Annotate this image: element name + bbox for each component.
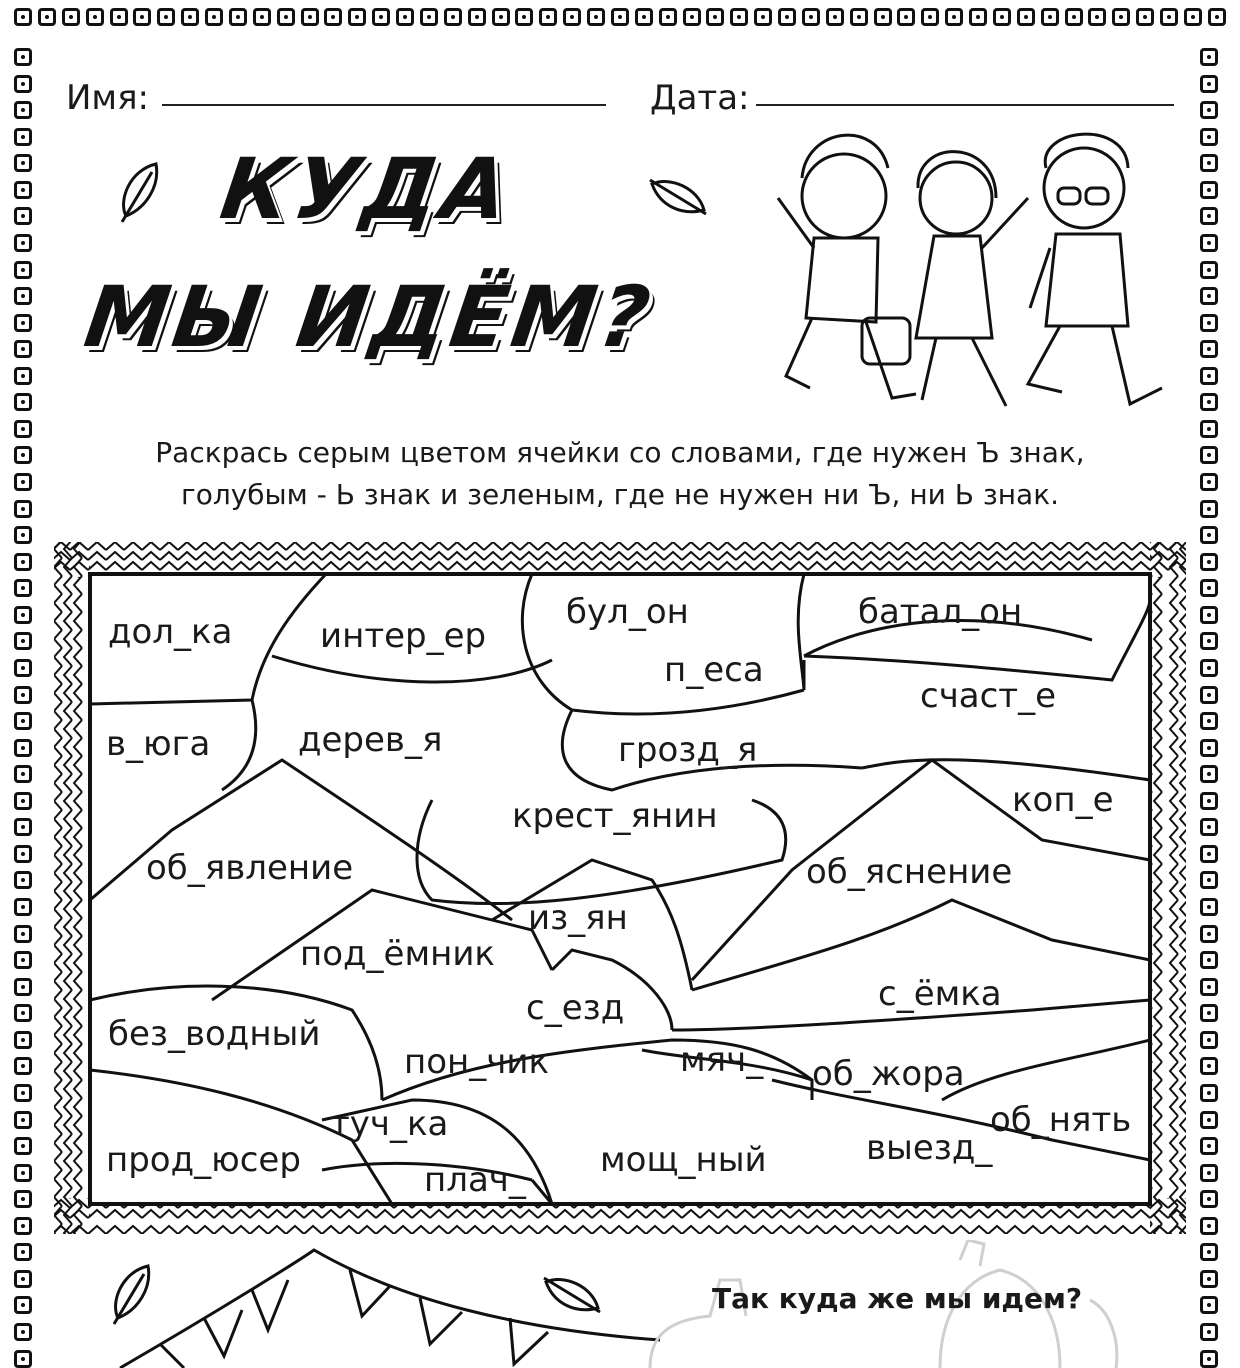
border-square xyxy=(1200,1164,1218,1182)
border-square xyxy=(1200,393,1218,411)
border-square xyxy=(1200,1031,1218,1049)
border-square xyxy=(348,8,366,26)
word-cell[interactable]: туч_ка xyxy=(330,1104,449,1144)
border-square xyxy=(1200,234,1218,252)
border-square xyxy=(1200,659,1218,677)
border-square xyxy=(14,526,32,544)
border-square xyxy=(1200,1217,1218,1235)
word-cell[interactable]: из_ян xyxy=(528,898,628,938)
border-square xyxy=(1200,207,1218,225)
border-square xyxy=(14,606,32,624)
border-square xyxy=(1200,75,1218,93)
word-cell[interactable]: бул_он xyxy=(566,592,689,632)
border-square xyxy=(659,8,677,26)
border-square xyxy=(611,8,629,26)
border-square xyxy=(14,1164,32,1182)
word-cell[interactable]: с_езд xyxy=(526,988,625,1028)
border-square xyxy=(14,1243,32,1261)
word-cell[interactable]: счаст_е xyxy=(920,676,1057,716)
border-square xyxy=(1208,8,1226,26)
border-square xyxy=(754,8,772,26)
top-border xyxy=(14,8,1226,36)
border-square xyxy=(492,8,510,26)
leaf-icon xyxy=(112,160,164,224)
border-square xyxy=(372,8,390,26)
border-square xyxy=(14,340,32,358)
border-square xyxy=(14,287,32,305)
border-square xyxy=(1200,526,1218,544)
border-square xyxy=(14,48,32,66)
leaf-icon xyxy=(540,1274,604,1318)
border-square xyxy=(1200,287,1218,305)
instruction-line-2: голубым - Ь знак и зеленым, где не нужен ни Ъ, ни Ь знак. xyxy=(180,478,1060,511)
border-square xyxy=(14,1031,32,1049)
word-cell[interactable]: интер_ер xyxy=(320,616,487,656)
border-square xyxy=(14,978,32,996)
word-cell[interactable]: об_яснение xyxy=(806,852,1013,892)
border-square xyxy=(1200,340,1218,358)
border-square xyxy=(1200,1350,1218,1368)
border-square xyxy=(14,367,32,385)
border-square xyxy=(14,1137,32,1155)
border-square xyxy=(14,871,32,889)
border-square xyxy=(1136,8,1154,26)
border-square xyxy=(515,8,533,26)
border-square xyxy=(1200,1270,1218,1288)
border-square xyxy=(14,1084,32,1102)
border-square xyxy=(1200,632,1218,650)
border-square xyxy=(1200,1057,1218,1075)
border-square xyxy=(14,207,32,225)
border-square xyxy=(993,8,1011,26)
border-square xyxy=(14,686,32,704)
border-square xyxy=(802,8,820,26)
border-square xyxy=(1200,1137,1218,1155)
border-square xyxy=(706,8,724,26)
border-square xyxy=(1200,181,1218,199)
footer-question: Так куда же мы идем? xyxy=(712,1282,1083,1315)
border-square xyxy=(301,8,319,26)
border-square xyxy=(14,181,32,199)
word-cell[interactable]: п_еса xyxy=(664,650,764,690)
border-square xyxy=(14,75,32,93)
border-square xyxy=(1200,606,1218,624)
border-square xyxy=(14,393,32,411)
border-square xyxy=(14,712,32,730)
border-square xyxy=(133,8,151,26)
border-square xyxy=(1200,792,1218,810)
border-square xyxy=(14,765,32,783)
border-square xyxy=(1200,154,1218,172)
border-square xyxy=(205,8,223,26)
border-square xyxy=(1200,978,1218,996)
border-square xyxy=(14,1323,32,1341)
word-cell[interactable]: об_явление xyxy=(146,848,354,888)
border-square xyxy=(730,8,748,26)
border-square xyxy=(14,101,32,119)
border-square xyxy=(324,8,342,26)
border-square xyxy=(110,8,128,26)
border-square xyxy=(1200,739,1218,757)
border-square xyxy=(1200,367,1218,385)
border-square xyxy=(14,261,32,279)
border-square xyxy=(1200,314,1218,332)
border-square xyxy=(14,1190,32,1208)
border-square xyxy=(1200,951,1218,969)
border-square xyxy=(1017,8,1035,26)
word-cell[interactable]: без_водный xyxy=(108,1014,321,1054)
border-square xyxy=(897,8,915,26)
word-cell[interactable]: дол_ка xyxy=(108,612,233,652)
border-square xyxy=(14,792,32,810)
border-square xyxy=(1041,8,1059,26)
border-square xyxy=(14,1350,32,1368)
border-square xyxy=(14,1111,32,1129)
name-label: Имя: xyxy=(66,78,149,118)
border-square xyxy=(1200,765,1218,783)
word-cell[interactable]: плач_ xyxy=(424,1160,526,1200)
border-square xyxy=(1200,818,1218,836)
border-square xyxy=(539,8,557,26)
border-square xyxy=(1088,8,1106,26)
border-square xyxy=(1200,871,1218,889)
border-square xyxy=(14,154,32,172)
border-square xyxy=(229,8,247,26)
border-square xyxy=(14,739,32,757)
border-square xyxy=(1200,712,1218,730)
border-square xyxy=(14,8,32,26)
border-square xyxy=(1200,898,1218,916)
border-square xyxy=(14,951,32,969)
border-square xyxy=(1200,686,1218,704)
border-square xyxy=(1200,553,1218,571)
word-cell[interactable]: крест_янин xyxy=(512,796,718,836)
border-square xyxy=(86,8,104,26)
border-square xyxy=(14,1270,32,1288)
border-square xyxy=(1200,128,1218,146)
border-square xyxy=(14,632,32,650)
border-square xyxy=(253,8,271,26)
border-square xyxy=(14,234,32,252)
border-square xyxy=(1200,925,1218,943)
border-square xyxy=(778,8,796,26)
kids-illustration xyxy=(766,108,1176,418)
border-square xyxy=(14,898,32,916)
border-square xyxy=(969,8,987,26)
word-cell[interactable]: батал_он xyxy=(858,592,1023,632)
border-square xyxy=(181,8,199,26)
border-square xyxy=(14,818,32,836)
border-square xyxy=(14,579,32,597)
title-line-2: МЫ ИДЁМ? xyxy=(79,268,660,366)
word-cell[interactable]: под_ёмник xyxy=(300,934,495,974)
border-square xyxy=(1200,1190,1218,1208)
border-square xyxy=(945,8,963,26)
word-cell[interactable]: выезд_ xyxy=(866,1128,993,1168)
border-square xyxy=(1160,8,1178,26)
word-cell[interactable]: в_юга xyxy=(106,724,211,764)
leaf-icon xyxy=(646,176,710,220)
border-square xyxy=(826,8,844,26)
word-cell[interactable]: мощ_ный xyxy=(600,1140,767,1180)
border-square xyxy=(1200,1004,1218,1022)
border-square xyxy=(1200,1084,1218,1102)
border-square xyxy=(444,8,462,26)
border-square xyxy=(1112,8,1130,26)
border-square xyxy=(14,845,32,863)
word-cell[interactable]: пон_чик xyxy=(404,1042,549,1082)
word-cell[interactable]: об_жора xyxy=(812,1054,965,1094)
border-square xyxy=(1184,8,1202,26)
border-square xyxy=(14,1217,32,1235)
word-cell[interactable]: с_ёмка xyxy=(878,974,1002,1014)
border-square xyxy=(277,8,295,26)
border-square xyxy=(921,8,939,26)
title-line-1: КУДА xyxy=(215,140,519,238)
border-square xyxy=(38,8,56,26)
border-square xyxy=(587,8,605,26)
border-square xyxy=(420,8,438,26)
border-square xyxy=(14,314,32,332)
word-cell[interactable]: грозд_я xyxy=(618,730,758,770)
border-square xyxy=(1200,1111,1218,1129)
border-square xyxy=(14,659,32,677)
name-field[interactable] xyxy=(162,104,606,106)
border-square xyxy=(396,8,414,26)
border-square xyxy=(468,8,486,26)
border-square xyxy=(14,1057,32,1075)
border-square xyxy=(1065,8,1083,26)
border-square xyxy=(563,8,581,26)
border-square xyxy=(14,925,32,943)
border-square xyxy=(1200,261,1218,279)
border-square xyxy=(14,553,32,571)
border-square xyxy=(1200,579,1218,597)
date-label: Дата: xyxy=(650,78,750,118)
border-square xyxy=(850,8,868,26)
date-field[interactable] xyxy=(756,104,1174,106)
border-square xyxy=(1200,48,1218,66)
border-square xyxy=(1200,845,1218,863)
border-square xyxy=(683,8,701,26)
border-square xyxy=(635,8,653,26)
instruction-line-1: Раскрась серым цветом ячейки со словами, где нужен Ъ знак, xyxy=(155,436,1085,469)
border-square xyxy=(62,8,80,26)
word-cell[interactable]: мяч_ xyxy=(680,1040,764,1080)
right-border xyxy=(1200,48,1228,1368)
word-cell[interactable]: коп_е xyxy=(1012,780,1114,820)
word-cell[interactable]: об_нять xyxy=(990,1100,1132,1140)
left-border xyxy=(14,48,42,1368)
word-cell[interactable]: прод_юсер xyxy=(106,1140,301,1180)
border-square xyxy=(14,128,32,146)
border-square xyxy=(874,8,892,26)
border-square xyxy=(14,1004,32,1022)
border-square xyxy=(1200,101,1218,119)
border-square xyxy=(157,8,175,26)
word-cell[interactable]: дерев_я xyxy=(298,720,443,760)
border-square xyxy=(14,1296,32,1314)
border-square xyxy=(1200,1296,1218,1314)
border-square xyxy=(1200,1243,1218,1261)
border-square xyxy=(1200,1323,1218,1341)
